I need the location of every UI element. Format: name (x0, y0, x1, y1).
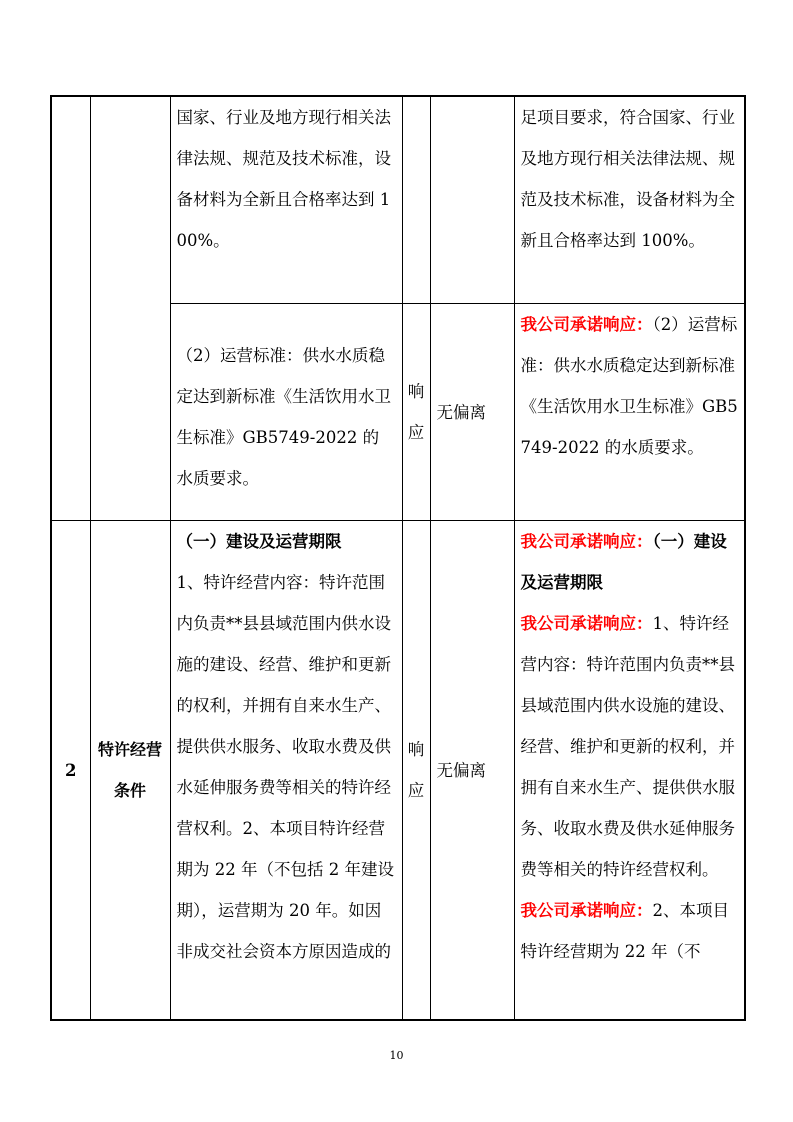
item-label: 特许经营条件 (97, 740, 162, 800)
commitment-paragraph (521, 521, 739, 603)
response-table (50, 95, 746, 1021)
row-index-cell (51, 96, 90, 521)
requirement-text: 1、特许经营内容：特许范围内负责**县县域范围内供水设施的建设、经营、维护和更新的权利，并拥有自来水生产、提供供水服务、收取水费及供水延伸服务费等相关的特许经营权利。2、本项目特许经营期为 22 年（不包括 2 年建设期），运营期为 20 年。如因非成交社会资本方原因造成的 (176, 573, 394, 961)
table-row (51, 96, 745, 304)
commitment-text: 1、特许经营内容：特许范围内负责**县县域范围内供水设施的建设、经营、维护和更新的权利，并拥有自来水生产、提供供水服务、收取水费及供水延伸服务费等相关的特许经营权利。 (520, 614, 735, 879)
row-item-cell (90, 521, 170, 1021)
deviation-cell: 无偏离 (430, 304, 514, 521)
commitment-paragraph (521, 890, 739, 972)
requirement-cell: 国家、行业及地方现行相关法律法规、规范及技术标准，设备材料为全新且合格率达到 100%。 (170, 96, 402, 304)
requirement-cell: （2）运营标准：供水水质稳定达到新标准《生活饮用水卫生标准》GB5749-2022 的水质要求。 (170, 304, 402, 521)
response-cell: 响应 (402, 304, 430, 521)
deviation-cell: 无偏离 (430, 521, 514, 1021)
deviation-cell (430, 96, 514, 304)
response-cell: 响应 (402, 521, 430, 1021)
commitment-text: 2、本项目特许经营期为 22 年（不 (520, 901, 729, 961)
row-item-cell (90, 96, 170, 521)
page-number: 10 (389, 1049, 404, 1062)
commitment-cell (514, 96, 745, 304)
response-cell (402, 96, 430, 304)
commitment-prefix: 我公司承诺响应： (520, 901, 653, 920)
commitment-cell (514, 304, 745, 521)
commitment-paragraph (521, 603, 739, 890)
commitment-text: （2）运营标准：供水水质稳定达到新标准《生活饮用水卫生标准》GB5749-2022 的水质要求。 (520, 315, 738, 457)
row-index-cell: 2 (51, 521, 90, 1021)
commitment-prefix: 我公司承诺响应： (520, 532, 653, 551)
table-row (51, 521, 745, 1021)
commitment-prefix: 我公司承诺响应： (520, 614, 653, 633)
commitment-cell (514, 521, 745, 1021)
commitment-prefix: 我公司承诺响应： (520, 315, 653, 334)
commitment-text: （一）建设及运营期限 (520, 532, 727, 592)
requirement-heading: （一）建设及运营期限 (176, 532, 342, 551)
requirement-cell (170, 521, 402, 1021)
commitment-text: 足项目要求，符合国家、行业及地方现行相关法律法规、规范及技术标准，设备材料为全新且合格率达到 100%。 (520, 108, 735, 250)
